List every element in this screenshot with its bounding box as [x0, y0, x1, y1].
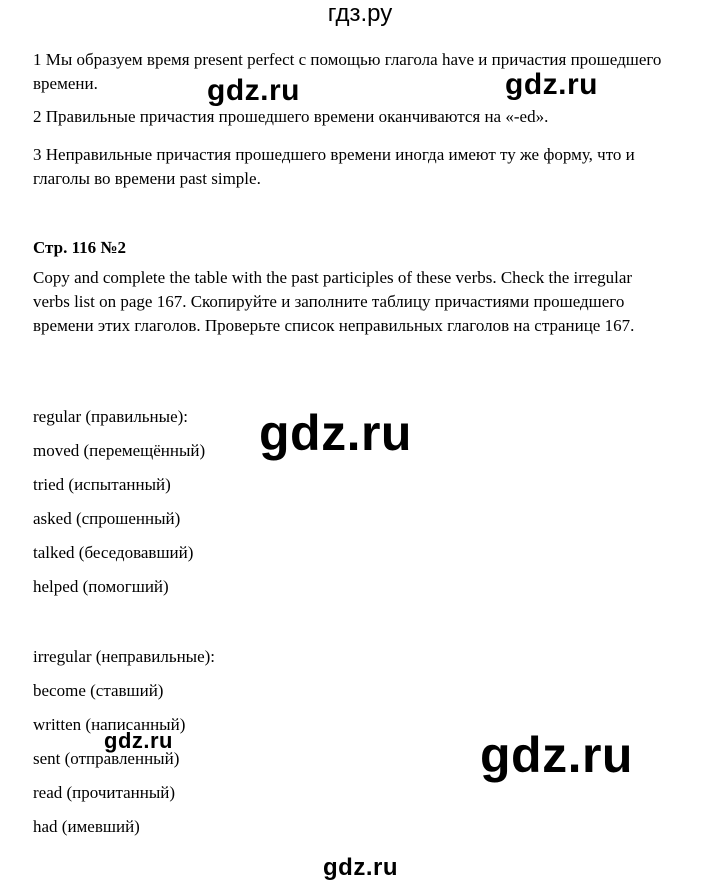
irregular-item: read (прочитанный) — [33, 783, 176, 802]
irregular-item: written (написанный) — [33, 715, 186, 734]
regular-item: helped (помогший) — [33, 577, 169, 596]
watermark: gdz.ru — [505, 68, 598, 101]
watermark: gdz.ru — [259, 405, 412, 461]
answer-3: 3 Неправильные причастия прошедшего времени иногда имеют ту же форму, что и глаголы во времени past simple. — [33, 145, 635, 188]
regular-heading: regular (правильные): — [33, 407, 189, 426]
answer-2: 2 Правильные причастия прошедшего времени оканчиваются на «-ed». — [33, 107, 549, 126]
irregular-item: had (имевший) — [33, 817, 140, 836]
answer-1: 1 Мы образуем время present perfect с помощью глагола have и причастия прошедшего времени. — [33, 50, 662, 93]
irregular-item: become (ставший) — [33, 681, 164, 700]
exercise-instruction: Copy and complete the table with the past participles of these verbs. Check the irregular verbs list on page 167. Скопируйте и заполните таблицу причастиями прошедшего времени этих глаголов. Проверьте список неправильных глаголов на странице 167. — [33, 268, 635, 335]
exercise-title: Стр. 116 №2 — [33, 238, 126, 257]
regular-item: tried (испытанный) — [33, 475, 171, 494]
irregular-item: sent (отправленный) — [33, 749, 180, 768]
irregular-heading: irregular (неправильные): — [33, 647, 216, 666]
watermark: gdz.ru — [480, 727, 633, 783]
site-header: гдз.ру — [327, 0, 393, 27]
watermark: gdz.ru — [104, 728, 173, 753]
regular-item: asked (спрошенный) — [33, 509, 181, 528]
regular-item: talked (беседовавший) — [33, 543, 194, 562]
regular-item: moved (перемещённый) — [33, 441, 206, 460]
watermark: gdz.ru — [323, 854, 398, 881]
watermark: gdz.ru — [207, 74, 300, 107]
